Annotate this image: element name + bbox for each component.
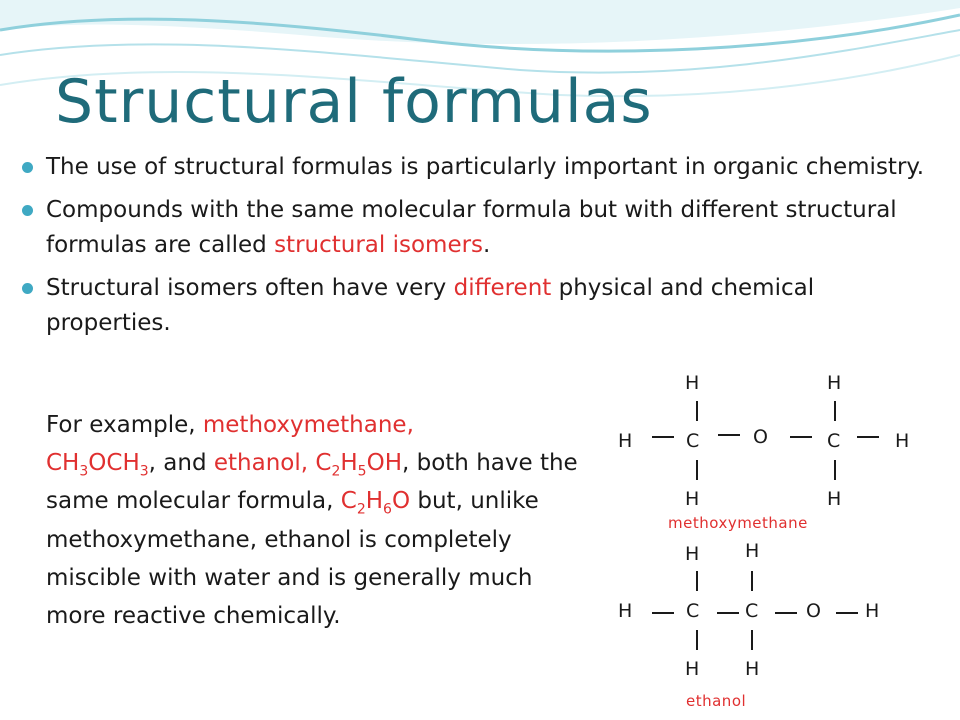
atom-label: H	[618, 600, 633, 622]
bullet-item	[22, 150, 932, 185]
bond-line	[652, 436, 674, 438]
bullet-text: physical and chemical properties.	[46, 275, 815, 336]
bond-line	[857, 436, 879, 438]
bond-line	[751, 571, 753, 591]
atom-label: C	[827, 430, 841, 452]
atom-label: C	[745, 600, 759, 622]
bullet-dot-icon	[22, 205, 33, 216]
highlight-term: structural isomers	[274, 232, 484, 258]
atom-label: H	[895, 430, 910, 452]
bond-line	[696, 460, 698, 480]
bond-line	[751, 630, 753, 650]
atom-label: H	[827, 372, 842, 394]
bond-line	[790, 436, 812, 438]
bond-line	[717, 612, 739, 614]
bond-line	[696, 401, 698, 421]
bond-line	[652, 612, 674, 614]
example-text: , and	[148, 450, 214, 477]
bullet-text: .	[483, 232, 491, 258]
bond-line	[718, 434, 740, 436]
atom-label: H	[618, 430, 633, 452]
bullet-item	[22, 193, 932, 263]
atom-label: H	[865, 600, 880, 622]
bullet-dot-icon	[22, 162, 33, 173]
atom-label: C	[686, 600, 700, 622]
atom-label: H	[827, 488, 842, 510]
example-text: , both have the same molecular formula,	[46, 450, 578, 515]
molecular-formula: $C_2H_6O$	[340, 488, 411, 518]
diagram-caption: ethanol	[686, 692, 747, 710]
atom-label: C	[686, 430, 700, 452]
methoxymethane-term: methoxymethane, $CH_3OCH_3$	[46, 412, 414, 480]
atom-label: H	[685, 658, 700, 680]
atom-label: H	[685, 372, 700, 394]
atom-label: O	[806, 600, 821, 622]
example-text: but, unlike methoxymethane, ethanol is completely miscible with water and is generally much more reactive chemically.	[46, 488, 539, 630]
atom-label: H	[745, 658, 760, 680]
bond-line	[696, 571, 698, 591]
bond-line	[834, 401, 836, 421]
highlight-term: different	[453, 275, 552, 301]
bond-line	[696, 630, 698, 650]
atom-label: H	[685, 543, 700, 565]
slide-title: Structural formulas	[55, 67, 653, 137]
bullet-text: Compounds with the same molecular formula but with different structural formulas are called	[46, 197, 897, 258]
bullet-item	[22, 271, 932, 341]
bullet-text: The use of structural formulas is particularly important in organic chemistry.	[46, 154, 925, 180]
ethanol-term: ethanol, $C_2H_5OH$	[213, 450, 402, 480]
example-paragraph	[46, 406, 586, 635]
bullet-dot-icon	[22, 283, 33, 294]
bullet-text: Structural isomers often have very	[46, 275, 454, 301]
diagram-caption: methoxymethane	[668, 514, 808, 532]
example-text: For example,	[46, 412, 203, 438]
bond-line	[775, 612, 797, 614]
bullet-list	[22, 150, 932, 349]
atom-label: H	[745, 540, 760, 562]
atom-label: O	[753, 426, 768, 448]
bond-line	[836, 612, 858, 614]
bond-line	[834, 460, 836, 480]
atom-label: H	[685, 488, 700, 510]
